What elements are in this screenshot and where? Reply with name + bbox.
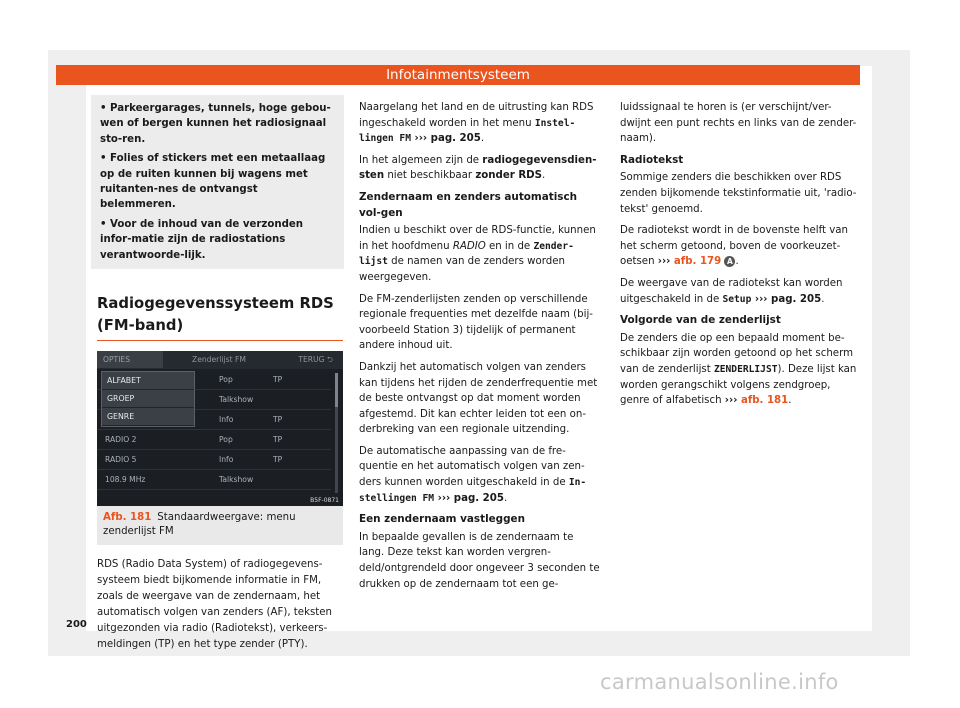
column-1 (97, 95, 343, 653)
row-genre: Pop (219, 435, 233, 445)
row-genre: Info (219, 455, 234, 465)
row-tp: TP (273, 375, 283, 385)
screen-row (97, 451, 331, 470)
figure-caption (97, 506, 343, 545)
paragraph: Naargelang het land en de uitrusting kan RDS ingeschakeld worden in het menu Instel-lingen FM ››› pag. 205. (359, 102, 594, 145)
menu-item-alfabet: ALFABET (102, 372, 194, 390)
chapter-header: Infotainmentsysteem (56, 65, 860, 85)
paragraph: luidssignaal te horen is (er verschijnt/ver-dwijnt een punt rechts en links van de zender-naam). (620, 102, 857, 145)
row-genre: Talkshow (219, 395, 254, 405)
screen-row (97, 431, 331, 450)
screen-row (97, 471, 331, 490)
menu-item-genre: GENRE (102, 408, 194, 426)
menu-item-groep: GROEP (102, 390, 194, 408)
row-name: 108.9 MHz (105, 475, 146, 485)
caption-text: Standaardweergave: menu zenderlijst FM (103, 512, 296, 538)
page-ref-link[interactable]: ››› pag. 205 (410, 133, 481, 145)
row-tp: TP (273, 435, 283, 445)
page-number: 200 (66, 619, 87, 630)
row-genre: Talkshow (219, 475, 254, 485)
paragraph: Sommige zenders die beschikken over RDS zenden bijkomende tekstinformatie uit, 'radio-tekst' genoemd. (620, 172, 857, 215)
screen-tab-options: OPTIES (97, 351, 163, 368)
paragraph: Dankzij het automatisch volgen van zenders kan tijdens het rijden de zenderfrequentie met de beste ontvangst op dat moment worden afgestemd. Dit kan echter leiden tot een on-derbreking van een regionale uitzending. (359, 361, 598, 436)
row-genre: Pop (219, 375, 233, 385)
watermark: carmanualsonline.info (600, 670, 839, 694)
figure-ref-link[interactable]: afb. 179 (670, 256, 722, 268)
figure-code: B5F-0871 (310, 497, 339, 505)
section-title: Radiogegevenssysteem RDS (FM-band) (97, 293, 343, 341)
screen-tab-title: Zenderlijst FM (192, 355, 246, 365)
subheading: Volgorde van de zenderlijst (620, 314, 781, 327)
rds-intro-paragraph: RDS (Radio Data System) of radiogegevens-systeem biedt bijkomende informatie in FM, zoals de weergave van de zendernaam, het automatisch volgen van zenders (AF), teksten uitgezonden via radio (Radiotekst), verkeers-meldingen (TP) en het type zender (PTY). (97, 559, 332, 651)
column-2 (359, 100, 601, 598)
subheading: Radiotekst (620, 153, 684, 166)
caption-label: Afb. 181 (103, 512, 152, 524)
row-tp: TP (273, 415, 283, 425)
screen-scrollbar (335, 373, 338, 493)
row-tp: TP (273, 455, 283, 465)
screen-options-menu (101, 371, 195, 427)
paragraph: De automatische aanpassing van de fre-quentie en het automatisch volgen van zen-ders kunnen worden uitgeschakeld in de In-stellingen FM ››› pag. 205. (359, 445, 587, 504)
page-ref-link[interactable]: ››› pag. 205 (434, 492, 504, 504)
paragraph: De radiotekst wordt in de bovenste helft van het scherm getoond, boven de voorkeuzet-oetsen ››› afb. 179 A . (620, 225, 848, 268)
subheading: Zendernaam en zenders automatisch vol-gen (359, 190, 578, 219)
callout-a-icon: A (724, 256, 735, 267)
page-ref-link[interactable]: ››› pag. 205 (751, 293, 822, 305)
note-item-1: • Parkeergarages, tunnels, hoge gebou-wen of bergen kunnen het radiosignaal sto-ren. (100, 103, 331, 145)
note-item-3: • Voor de inhoud van de verzonden infor-matie zijn de radiostations verantwoorde-lijk. (100, 218, 304, 261)
figure-ref-link[interactable]: afb. 181 (737, 395, 789, 407)
paragraph: In het algemeen zijn de radiogegevensdien-sten niet beschikbaar zonder RDS. (359, 154, 597, 182)
paragraph: De weergave van de radiotekst kan worden uitgeschakeld in de Setup ››› pag. 205. (620, 277, 843, 305)
screen-tab-back: TERUG ⮌ (298, 355, 333, 365)
note-box (91, 95, 344, 269)
figure-181 (97, 351, 343, 545)
column-3 (620, 100, 858, 415)
row-name: RADIO 5 (105, 455, 137, 465)
paragraph: De FM-zenderlijsten zenden op verschillende regionale frequenties met dezelfde naam (bij-voorbeeld Station 3) tijdelijk of permanent andere inhoud uit. (359, 293, 593, 352)
paragraph: In bepaalde gevallen is de zendernaam te lang. Deze tekst kan worden vergren-deld/ontgrendeld door ongeveer 3 seconden te drukken op de zendernaam tot een ge- (359, 531, 600, 590)
row-genre: Info (219, 415, 234, 425)
subheading: Een zendernaam vastleggen (359, 513, 525, 526)
note-item-2: • Folies of stickers met een metaallaag op de ruiten kunnen bij wagens met ruitanten-nes de ontvangst belemmeren. (100, 153, 326, 211)
paragraph: Indien u beschikt over de RDS-functie, kunnen in het hoofdmenu RADIO en in de Zender-lijst de namen van de zenders worden weergegeven. (359, 225, 596, 283)
row-name: RADIO 2 (105, 435, 137, 445)
radio-screen-image (97, 351, 343, 506)
paragraph: De zenders die op een bepaald moment be-schikbaar zijn worden getoond op het scherm van de zenderlijst ZENDERLIJST). Deze lijst kan worden gerangschikt volgens zendgroep, genre of alfabetisch ››› afb. 181. (620, 332, 857, 407)
